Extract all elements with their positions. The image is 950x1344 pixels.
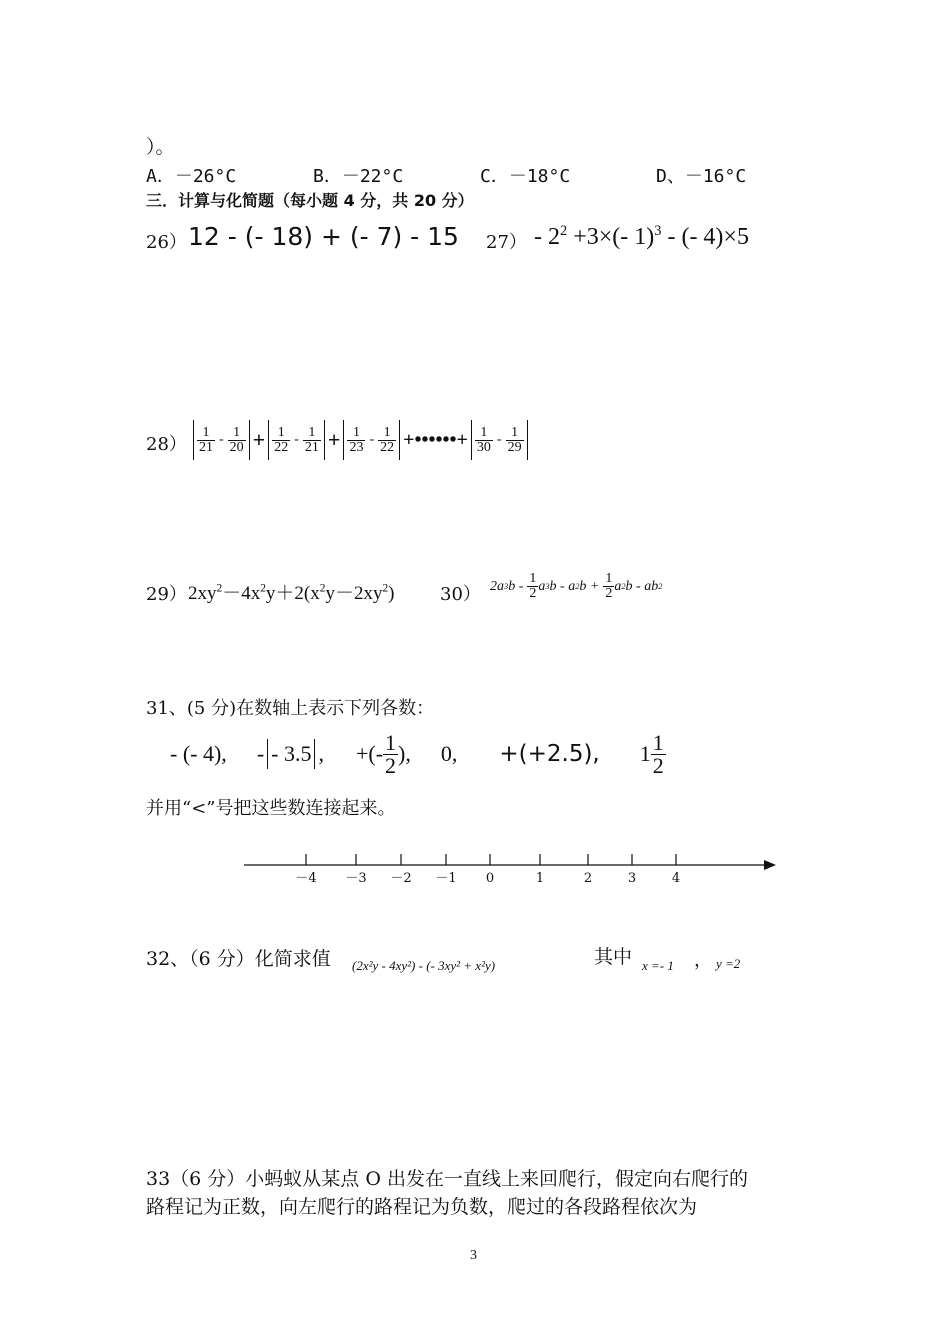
fraction: $\frac{1}{21}$: [199, 424, 213, 455]
fraction: $\frac{1}{22}$: [274, 424, 289, 455]
minus-sign: -: [369, 432, 375, 447]
ellipsis-sum: +••••••+: [403, 428, 468, 451]
q30-label: 30）: [440, 584, 481, 605]
fraction-half: $\frac{1}{2}$: [652, 729, 664, 778]
q32-where: 其中: [594, 946, 633, 968]
number-plus-plus-2-5: +(+2.5),: [499, 741, 600, 767]
abs-bar: [267, 739, 268, 769]
q33-line1: 33（6 分）小蚂蚁从某点 O 出发在一直线上来回爬行，假定向右爬行的: [146, 1168, 748, 1190]
number-plus-neg-half: +(-: [355, 741, 384, 766]
q31-numbers: - (- 4), - - 3.5 , +(- $\frac{1}{2}$ ), 0, +(+2.5), 1 $\frac{1}{2}$: [170, 729, 664, 778]
fraction: $\frac{1}{29}$: [507, 424, 522, 455]
tick-label: 2: [583, 871, 593, 886]
abs-bar: [314, 739, 315, 769]
tick-label: 1: [535, 871, 545, 886]
tick-label: 0: [485, 871, 495, 886]
q27-part3: - (- 4)×5: [661, 224, 749, 250]
plus-sign: +: [252, 427, 266, 452]
number-neg-abs-minus: -: [256, 741, 265, 766]
q32-label: 32、（6 分）化简求值: [146, 948, 331, 970]
plus-sign: +: [327, 427, 341, 452]
section3-heading: 三．计算与化简题（每小题 4 分，共 20 分）: [146, 191, 474, 210]
tick-label: －1: [435, 871, 457, 886]
fraction: $\frac{1}{22}$: [380, 424, 395, 455]
fraction: $\frac{1}{21}$: [304, 424, 319, 455]
q28-expression: [190, 420, 531, 460]
arrow-right-icon: [764, 860, 776, 870]
q32-x-value: x =- 1: [642, 958, 674, 973]
abs-bar: [249, 420, 250, 460]
q30-expression: 2a 3 b - $\frac{1}{2}$ a 3 b - a 2 b + $\frac{1}{2}$ a 2 b - ab 2: [490, 571, 663, 601]
tick-label: 3: [627, 871, 637, 886]
q26-label: 26）: [146, 232, 187, 253]
option-c: C．－18°C: [480, 166, 571, 187]
q27-part2: +3×(- 1): [567, 224, 655, 250]
minus-sign: -: [219, 432, 224, 447]
q27-expression: [534, 224, 749, 251]
fraction: $\frac{1}{23}$: [349, 424, 364, 455]
number-line: [240, 848, 780, 890]
number-abs-value: - 3.5: [271, 741, 312, 766]
abs-bar: [399, 420, 400, 460]
q27-exp1: 2: [560, 223, 568, 239]
abs-bar: [343, 420, 344, 460]
fraction-half: $\frac{1}{2}$: [529, 571, 537, 601]
q27-part1: - 2: [534, 224, 560, 250]
option-b: B．－22°C: [313, 166, 404, 187]
q31-label: 31、(5 分)在数轴上表示下列各数：: [146, 698, 435, 719]
q26-expression: 12 - (- 18) + (- 7) - 15: [188, 222, 459, 251]
tick-label: 4: [671, 871, 681, 886]
q32-y-value: y =2: [716, 956, 741, 971]
tick-label: －3: [345, 871, 367, 886]
minus-sign: -: [294, 432, 299, 447]
number-zero: 0,: [440, 741, 458, 766]
page-number: 3: [470, 1248, 477, 1263]
abs-bar: [527, 420, 528, 460]
q32-expression: (2x²y - 4xy²) - (- 3xy² + x²y): [352, 958, 496, 973]
fraction: $\frac{1}{30}$: [476, 424, 491, 455]
q29-label: 29）: [146, 584, 187, 605]
fraction-half: $\frac{1}{2}$: [605, 571, 613, 601]
number-neg-neg-4: - (- 4),: [170, 741, 227, 766]
q33-line2: 路程记为正数，向左爬行的路程记为负数，爬过的各段路程依次为: [146, 1196, 698, 1218]
q28-label: 28）: [146, 434, 187, 455]
tick-label: －4: [295, 871, 317, 886]
minus-sign: -: [496, 432, 502, 447]
q32-comma: ，: [694, 950, 712, 971]
prev-question-tail: ）。: [146, 137, 175, 158]
fraction: $\frac{1}{20}$: [229, 424, 244, 455]
q27-exp2: 3: [654, 223, 662, 239]
abs-bar: [471, 420, 472, 460]
q29-expression: $2xy^2-4x^2y+2(x^2y-2xy^2)$: [188, 582, 395, 604]
option-a: A．－26°C: [146, 166, 237, 187]
abs-bar: [268, 420, 269, 460]
number-mixed-one-half: 1: [639, 741, 651, 766]
fraction-half: $\frac{1}{2}$: [385, 729, 397, 778]
option-d: D、－16°C: [656, 166, 747, 187]
abs-bar: [324, 420, 325, 460]
q31-connect-text: 并用“<”号把这些数连接起来。: [146, 798, 396, 819]
q27-label: 27）: [486, 232, 527, 253]
abs-bar: [193, 420, 194, 460]
tick-label: －2: [390, 871, 412, 886]
